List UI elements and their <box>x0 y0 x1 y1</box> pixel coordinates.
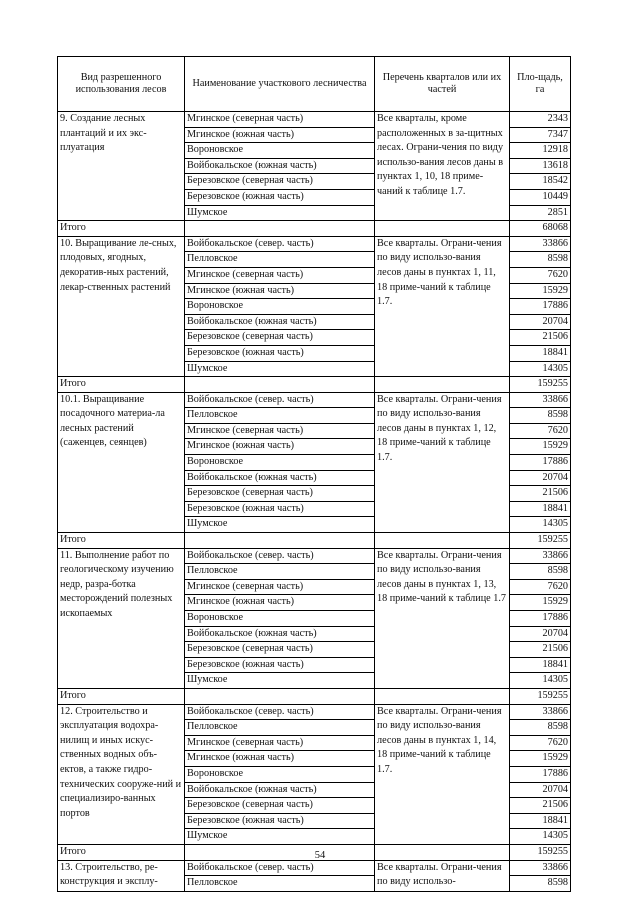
area-cell: 8598 <box>510 252 571 268</box>
lesnichestvo-cell: Пелловское <box>185 408 375 424</box>
area-cell: 33866 <box>510 392 571 408</box>
header-kvartaly: Перечень кварталов или их частей <box>375 57 510 112</box>
kvartaly-cell: Все кварталы. Ограни-чения по виду использо- <box>375 860 510 891</box>
lesnichestvo-cell: Березовское (южная часть) <box>185 657 375 673</box>
use-type-cell: 9. Создание лесных плантаций и их экс-плуатация <box>58 112 185 221</box>
area-cell: 8598 <box>510 564 571 580</box>
table-row <box>58 112 571 128</box>
total-area-cell: 159255 <box>510 377 571 393</box>
total-row <box>58 377 571 393</box>
lesnichestvo-cell: Шумское <box>185 517 375 533</box>
lesnichestvo-cell: Березовское (северная часть) <box>185 330 375 346</box>
lesnichestvo-cell: Шумское <box>185 829 375 845</box>
lesnichestvo-cell: Вороновское <box>185 611 375 627</box>
area-cell: 18841 <box>510 345 571 361</box>
area-cell: 18841 <box>510 501 571 517</box>
lesnichestvo-cell: Войбокальское (южная часть) <box>185 626 375 642</box>
total-area-cell: 159255 <box>510 688 571 704</box>
lesnichestvo-cell: Шумское <box>185 205 375 221</box>
lesnichestvo-cell: Войбокальское (север. часть) <box>185 704 375 720</box>
empty-cell <box>375 221 510 237</box>
total-label: Итого <box>58 844 185 860</box>
lesnichestvo-cell: Пелловское <box>185 720 375 736</box>
total-label: Итого <box>58 688 185 704</box>
lesnichestvo-cell: Войбокальское (южная часть) <box>185 782 375 798</box>
lesnichestvo-cell: Березовское (северная часть) <box>185 486 375 502</box>
area-cell: 18841 <box>510 657 571 673</box>
total-row <box>58 533 571 549</box>
area-cell: 7620 <box>510 735 571 751</box>
empty-cell <box>375 377 510 393</box>
area-cell: 20704 <box>510 782 571 798</box>
header-row <box>58 57 571 112</box>
lesnichestvo-cell: Вороновское <box>185 766 375 782</box>
table-row <box>58 704 571 720</box>
area-cell: 21506 <box>510 798 571 814</box>
area-cell: 20704 <box>510 314 571 330</box>
use-type-cell: 10. Выращивание ле-сных, плодовых, ягодных, декоратив-ных растений, лекар-ственных растений <box>58 236 185 376</box>
header-area: Пло-щадь, га <box>510 57 571 112</box>
area-cell: 17886 <box>510 299 571 315</box>
area-cell: 14305 <box>510 673 571 689</box>
area-cell: 33866 <box>510 860 571 876</box>
area-cell: 8598 <box>510 408 571 424</box>
lesnichestvo-cell: Войбокальское (север. часть) <box>185 236 375 252</box>
header-use: Вид разрешенного использования лесов <box>58 57 185 112</box>
lesnichestvo-cell: Пелловское <box>185 564 375 580</box>
lesnichestvo-cell: Войбокальское (южная часть) <box>185 158 375 174</box>
table-body <box>58 112 571 892</box>
lesnichestvo-cell: Мгинское (северная часть) <box>185 579 375 595</box>
lesnichestvo-cell: Березовское (южная часть) <box>185 345 375 361</box>
total-area-cell: 68068 <box>510 221 571 237</box>
area-cell: 15929 <box>510 283 571 299</box>
lesnichestvo-cell: Пелловское <box>185 876 375 892</box>
area-cell: 17886 <box>510 455 571 471</box>
area-cell: 13618 <box>510 158 571 174</box>
lesnichestvo-cell: Мгинское (северная часть) <box>185 112 375 128</box>
area-cell: 7620 <box>510 267 571 283</box>
kvartaly-cell: Все кварталы, кроме расположенных в за-щитных лесах. Ограни-чения по виду использо-вания лесов даны в пунктах 1, 10, 18 приме-чаний к таблице 1.7. <box>375 112 510 221</box>
lesnichestvo-cell: Пелловское <box>185 252 375 268</box>
total-label: Итого <box>58 533 185 549</box>
lesnichestvo-cell: Вороновское <box>185 143 375 159</box>
lesnichestvo-cell: Мгинское (южная часть) <box>185 751 375 767</box>
total-area-cell: 159255 <box>510 844 571 860</box>
area-cell: 7620 <box>510 579 571 595</box>
table-row <box>58 860 571 876</box>
page-number: 54 <box>314 850 326 861</box>
kvartaly-cell: Все кварталы. Ограни-чения по виду использо-вания лесов даны в пунктах 1, 11, 18 приме-чаний к таблице 1.7. <box>375 236 510 376</box>
header-lesnichestvo: Наименование участкового лесничества <box>185 57 375 112</box>
area-cell: 7347 <box>510 127 571 143</box>
total-row <box>58 688 571 704</box>
area-cell: 2851 <box>510 205 571 221</box>
lesnichestvo-cell: Мгинское (северная часть) <box>185 423 375 439</box>
area-cell: 12918 <box>510 143 571 159</box>
lesnichestvo-cell: Войбокальское (южная часть) <box>185 314 375 330</box>
total-label: Итого <box>58 221 185 237</box>
total-row <box>58 221 571 237</box>
lesnichestvo-cell: Шумское <box>185 673 375 689</box>
lesnichestvo-cell: Вороновское <box>185 455 375 471</box>
kvartaly-cell: Все кварталы. Ограни-чения по виду использо-вания лесов даны в пунктах 1, 14, 18 приме-чаний к таблице 1.7. <box>375 704 510 844</box>
area-cell: 15929 <box>510 595 571 611</box>
lesnichestvo-cell: Мгинское (северная часть) <box>185 267 375 283</box>
lesnichestvo-cell: Шумское <box>185 361 375 377</box>
kvartaly-cell: Все кварталы. Ограни-чения по виду использо-вания лесов даны в пунктах 1, 12, 18 приме-чаний к таблице 1.7. <box>375 392 510 532</box>
total-label: Итого <box>58 377 185 393</box>
lesnichestvo-cell: Березовское (северная часть) <box>185 642 375 658</box>
area-cell: 20704 <box>510 626 571 642</box>
area-cell: 7620 <box>510 423 571 439</box>
area-cell: 20704 <box>510 470 571 486</box>
lesnichestvo-cell: Березовское (южная часть) <box>185 813 375 829</box>
area-cell: 14305 <box>510 829 571 845</box>
area-cell: 33866 <box>510 236 571 252</box>
table-row <box>58 236 571 252</box>
table-row <box>58 392 571 408</box>
lesnichestvo-cell: Мгинское (южная часть) <box>185 439 375 455</box>
lesnichestvo-cell: Войбокальское (север. часть) <box>185 392 375 408</box>
lesnichestvo-cell: Мгинское (южная часть) <box>185 595 375 611</box>
area-cell: 33866 <box>510 704 571 720</box>
area-cell: 21506 <box>510 642 571 658</box>
lesnichestvo-cell: Войбокальское (север. часть) <box>185 548 375 564</box>
use-type-cell: 10.1. Выращивание посадочного материа-ла лесных растений (саженцев, сеянцев) <box>58 392 185 532</box>
area-cell: 8598 <box>510 876 571 892</box>
area-cell: 18542 <box>510 174 571 190</box>
area-cell: 10449 <box>510 189 571 205</box>
lesnichestvo-cell: Вороновское <box>185 299 375 315</box>
area-cell: 14305 <box>510 361 571 377</box>
kvartaly-cell: Все кварталы. Ограни-чения по виду использо-вания лесов даны в пунктах 1, 13, 18 приме-чаний к таблице 1.7 <box>375 548 510 688</box>
area-cell: 18841 <box>510 813 571 829</box>
total-area-cell: 159255 <box>510 533 571 549</box>
area-cell: 15929 <box>510 751 571 767</box>
empty-cell <box>185 377 375 393</box>
use-type-cell: 11. Выполнение работ по геологическому изучению недр, разра-ботка месторождений полезных ископаемых <box>58 548 185 688</box>
area-cell: 17886 <box>510 766 571 782</box>
empty-cell <box>185 533 375 549</box>
area-cell: 21506 <box>510 486 571 502</box>
area-cell: 2343 <box>510 112 571 128</box>
empty-cell <box>375 688 510 704</box>
use-type-cell: 12. Строительство и эксплуатация водохра-нилищ и иных искус-ственных водных объ-ектов, а также гидро-технических сооруже-ний и специализиро-ванных портов <box>58 704 185 844</box>
lesnichestvo-cell: Березовское (северная часть) <box>185 174 375 190</box>
empty-cell <box>185 221 375 237</box>
lesnichestvo-cell: Березовское (южная часть) <box>185 501 375 517</box>
area-cell: 15929 <box>510 439 571 455</box>
lesnichestvo-cell: Мгинское (северная часть) <box>185 735 375 751</box>
lesnichestvo-cell: Березовское (южная часть) <box>185 189 375 205</box>
use-type-cell: 13. Строительство, ре-конструкция и эксплу- <box>58 860 185 891</box>
empty-cell <box>185 688 375 704</box>
area-cell: 33866 <box>510 548 571 564</box>
area-cell: 8598 <box>510 720 571 736</box>
empty-cell <box>375 533 510 549</box>
lesnichestvo-cell: Березовское (северная часть) <box>185 798 375 814</box>
table-row <box>58 548 571 564</box>
area-cell: 14305 <box>510 517 571 533</box>
lesnichestvo-cell: Мгинское (южная часть) <box>185 283 375 299</box>
lesnichestvo-cell: Войбокальское (южная часть) <box>185 470 375 486</box>
lesnichestvo-cell: Войбокальское (север. часть) <box>185 860 375 876</box>
lesnichestvo-cell: Мгинское (южная часть) <box>185 127 375 143</box>
forest-use-table <box>57 56 571 892</box>
area-cell: 17886 <box>510 611 571 627</box>
area-cell: 21506 <box>510 330 571 346</box>
